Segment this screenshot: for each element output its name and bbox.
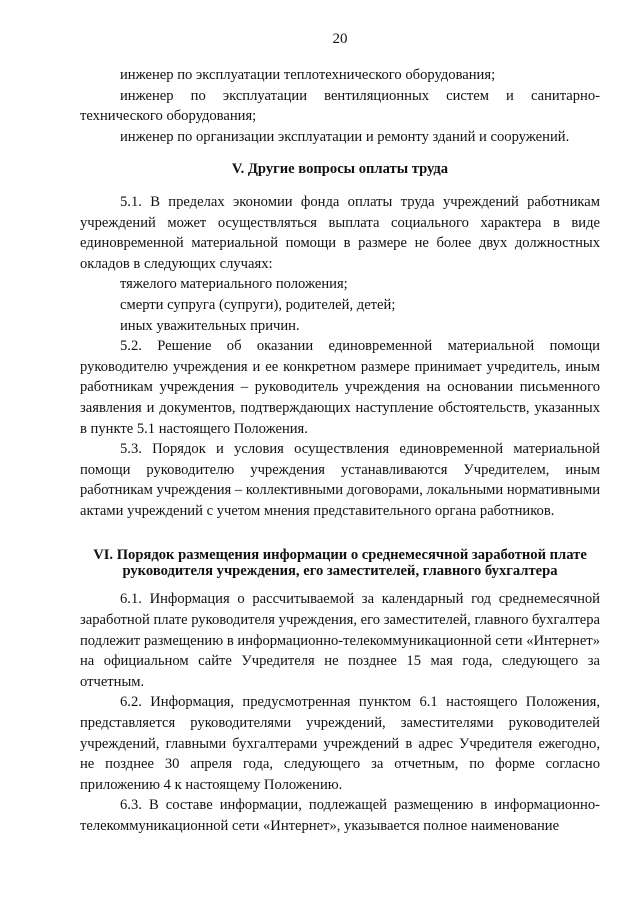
paragraph-5-3: 5.3. Порядок и условия осуществления единовременной материальной помощи руководителю учреждения устанавливаются Учредителем, иным работникам учреждения – коллективными договорами, локальными нормативными актами учреждений с учетом мнения представительного органа работников. (80, 441, 600, 519)
section-5-heading: V. Другие вопросы оплаты труда (231, 161, 449, 178)
paragraph-6-1: 6.1. Информация о рассчитываемой за календарный год среднемесячной заработной плате руководителя учреждения, его заместителей, главного бухгалтера подлежит размещению в информационно-телекоммуникационной сети «Интернет» на официальном сайте Учредителя не позднее 15 мая года, следующего за отчетным. (80, 591, 600, 690)
list-item: инженер по эксплуатации теплотехнического оборудования; (120, 67, 496, 83)
page-number: 20 (332, 31, 348, 47)
section-6-heading-line2: руководителя учреждения, его заместителей, главного бухгалтера (122, 563, 558, 580)
paragraph-6-2: 6.2. Информация, предусмотренная пунктом 6.1 настоящего Положения, представляется руководителями учреждений, заместителями руководителей учреждений, главными бухгалтерами учреждений в адрес Учредителя ежегодно, не позднее 30 апреля года, следующего за отчетным, по форме согласно приложению 4 к настоящему Положению. (80, 694, 600, 793)
list-item: инженер по эксплуатации вентиляционных систем и санитарно-технического оборудования; (80, 87, 600, 125)
list-item: смерти супруга (супруги), родителей, детей; (120, 296, 396, 313)
list-item: инженер по организации эксплуатации и ремонту зданий и сооружений. (120, 128, 570, 145)
document-body (80, 65, 600, 837)
list-item: иных уважительных причин. (120, 317, 300, 334)
section-6-heading-line1: VI. Порядок размещения информации о среднемесячной заработной плате (93, 547, 587, 564)
paragraph-6-3: 6.3. В составе информации, подлежащей размещению в информационно-телекоммуникационной сети «Интернет», указывается полное наименование (80, 797, 600, 834)
list-item: тяжелого материального положения; (120, 276, 348, 293)
document-page (80, 0, 600, 905)
paragraph-5-2: 5.2. Решение об оказании единовременной материальной помощи руководителю учреждения и ее конкретном размере принимает учредитель, иным работникам учреждения – руководитель учреждения на основании письменного заявления и документов, подтверждающих наступление обстоятельств, указанных в пункте 5.1 настоящего Положения. (80, 338, 600, 437)
paragraph-5-1: 5.1. В пределах экономии фонда оплаты труда учреждений работникам учреждений может осуществляться выплата социального характера в виде единовременной материальной помощи в размере не более двух должностных окладов в следующих случаях: (80, 193, 600, 272)
section-6-heading (80, 547, 600, 579)
